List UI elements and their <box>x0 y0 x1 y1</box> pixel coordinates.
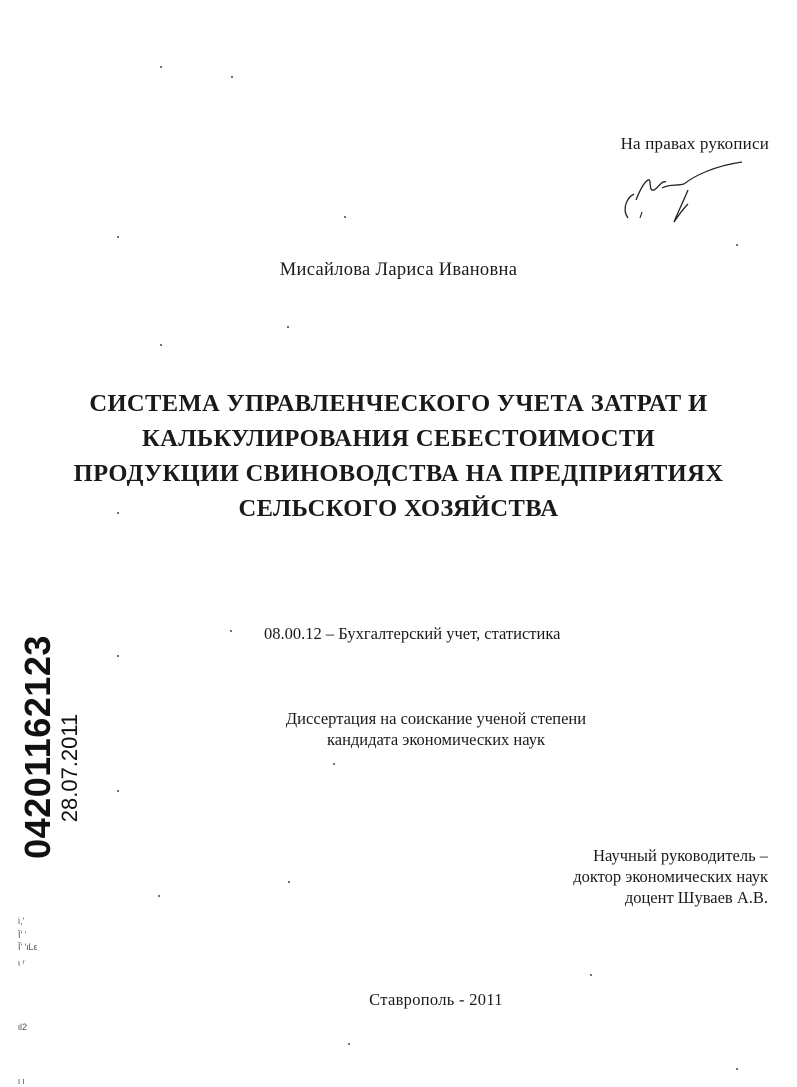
scan-speck <box>160 344 162 346</box>
scan-speck <box>117 236 119 238</box>
scan-speck <box>117 512 119 514</box>
scan-speck <box>117 655 119 657</box>
margin-mark: Ĭ' 'ιLε <box>18 942 38 952</box>
scan-speck <box>117 790 119 792</box>
scan-speck <box>231 76 233 78</box>
dissertation-title <box>0 386 797 526</box>
supervisor-degree: доктор экономических наук <box>573 867 768 886</box>
scan-speck <box>288 881 290 883</box>
library-stamp-number: 04201162123 <box>17 635 58 859</box>
supervisor-role: Научный руководитель – <box>593 846 768 865</box>
degree-line-2: кандидата экономических наук <box>326 730 545 749</box>
specialty-code: 08.00.12 – Бухгалтерский учет, статистика <box>264 624 561 643</box>
city-year: Ставрополь - 2011 <box>369 990 503 1009</box>
degree-statement <box>256 708 616 750</box>
margin-mark: ι ι <box>18 1076 25 1086</box>
rights-note: На правах рукописи <box>620 134 769 153</box>
margin-mark: ι ʳ <box>18 958 25 968</box>
supervisor-block <box>573 845 768 908</box>
scan-speck <box>590 974 592 976</box>
author-name: Мисайлова Лариса Ивановна <box>279 260 518 280</box>
scan-speck <box>158 895 160 897</box>
title-line: КАЛЬКУЛИРОВАНИЯ СЕБЕСТОИМОСТИ <box>141 425 656 452</box>
title-line: СЕЛЬСКОГО ХОЗЯЙСТВА <box>238 495 559 522</box>
degree-line-1: Диссертация на соискание ученой степени <box>285 709 587 728</box>
supervisor-name: доцент Шуваев А.В. <box>624 888 768 907</box>
scan-speck <box>344 216 346 218</box>
scan-speck <box>230 630 232 632</box>
scan-speck <box>736 1068 738 1070</box>
scan-speck <box>333 763 335 765</box>
scan-speck <box>160 66 162 68</box>
title-line: СИСТЕМА УПРАВЛЕНЧЕСКОГО УЧЕТА ЗАТРАТ И <box>89 390 708 417</box>
margin-mark: Ĭ' ' <box>18 930 27 940</box>
margin-mark: i,' <box>18 916 25 926</box>
scan-speck <box>287 326 289 328</box>
scan-speck <box>736 244 738 246</box>
library-stamp-date: 28.07.2011 <box>57 713 82 823</box>
title-line: ПРОДУКЦИИ СВИНОВОДСТВА НА ПРЕДПРИЯТИЯХ <box>73 460 724 487</box>
scan-speck <box>348 1043 350 1045</box>
handwritten-signature <box>618 160 748 230</box>
margin-mark: ιl2 <box>18 1022 28 1032</box>
